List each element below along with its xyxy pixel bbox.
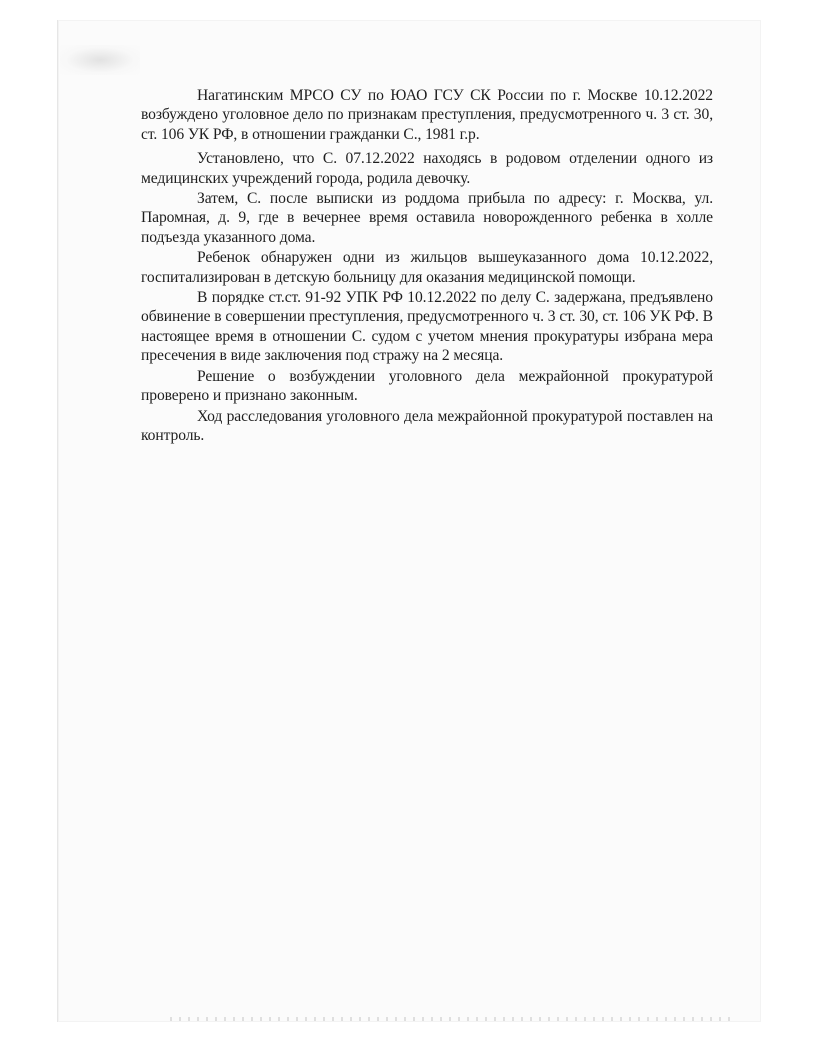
document-body <box>141 86 713 445</box>
paragraph-established: Установлено, что С. 07.12.2022 находясь в родовом отделении одного из медицинских учреждений города, родила девочку. <box>141 150 713 187</box>
paragraph-decision-verified: Решение о возбуждении уголовного дела межрайонной прокуратурой проверено и признано законным. <box>141 367 713 405</box>
scan-edge-noise <box>170 1017 730 1021</box>
paragraph-abandonment: Затем, С. после выписки из роддома прибыла по адресу: г. Москва, ул. Паромная, д. 9, где в вечернее время оставила новорожденного ребенка в холле подъезда указанного дома. <box>141 190 713 246</box>
paragraph-child-found: Ребенок обнаружен одни из жильцов вышеуказанного дома 10.12.2022, госпитализирован в детскую больницу для оказания медицинской помощи. <box>141 249 713 286</box>
paragraph-detention: В порядке ст.ст. 91-92 УПК РФ 10.12.2022 по делу С. задержана, предъявлено обвинение в совершении преступления, предусмотренного ч. 3 ст. 30, ст. 106 УК РФ. В настоящее время в отношении С. судом с учетом мнения прокуратуры избрана мера пресечения в виде заключения под стражу на 2 месяца. <box>141 289 713 365</box>
paragraph-investigation-control: Ход расследования уголовного дела межрайонной прокуратурой поставлен на контроль. <box>141 407 713 444</box>
paragraph-case-opened: Нагатинским МРСО СУ по ЮАО ГСУ СК России по г. Москве 10.12.2022 возбуждено уголовное дело по признакам преступления, предусмотренного ч. 3 ст. 30, ст. 106 УК РФ, в отношении гражданки С., 1981 г.р. <box>141 87 713 143</box>
scan-smudge <box>60 45 140 75</box>
